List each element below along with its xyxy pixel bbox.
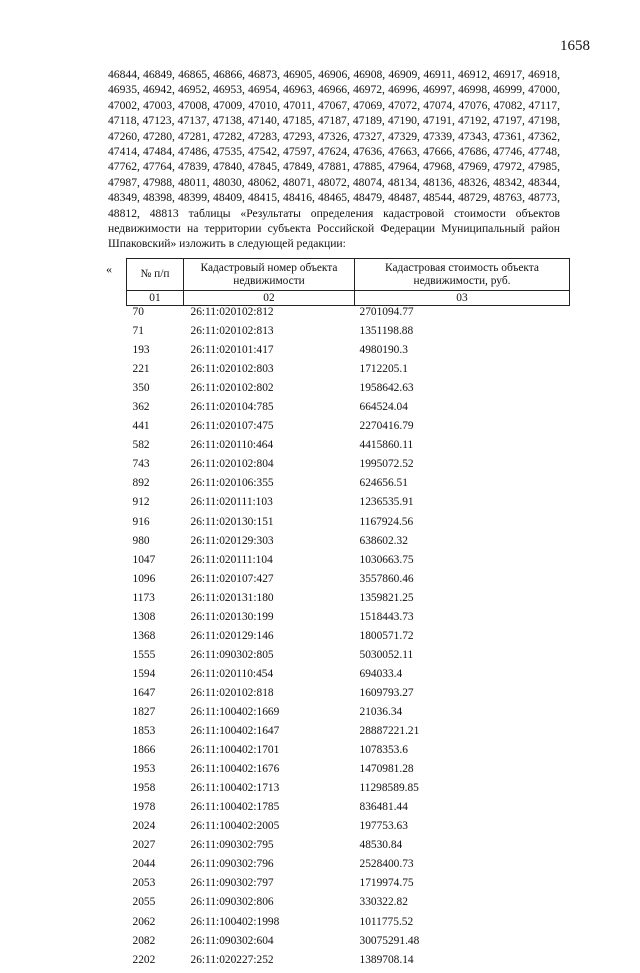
- table-row: [127, 954, 570, 973]
- cadastral-number: 26:11:090302:806: [190, 896, 274, 909]
- table-row: [127, 877, 570, 896]
- row-number: 582: [132, 439, 150, 452]
- table-header-row: [127, 259, 570, 291]
- table-row: [127, 896, 570, 915]
- cadastral-number: 26:11:020102:812: [190, 306, 274, 318]
- cadastral-number: 26:11:020107:475: [190, 420, 274, 433]
- table-row: [127, 611, 570, 630]
- row-number: 1555: [132, 648, 156, 661]
- cadastral-number: 26:11:090302:604: [190, 934, 274, 947]
- row-number: 1827: [132, 705, 156, 718]
- cadastral-number: 26:11:100402:2005: [190, 820, 280, 833]
- cadastral-value: 836481.44: [359, 801, 408, 814]
- table-row: [127, 458, 570, 477]
- table-row: [127, 496, 570, 515]
- row-number: 1594: [132, 667, 156, 680]
- cadastral-number: 26:11:090302:796: [190, 858, 274, 871]
- row-number: 1308: [132, 610, 156, 623]
- cadastral-value: 1078353.6: [359, 744, 408, 757]
- cadastral-number: 26:11:090302:797: [190, 877, 274, 890]
- table-row: [127, 744, 570, 763]
- header-cadastral-number: Кадастровый номер объекта недвижимости: [184, 259, 355, 291]
- cadastral-value: 1719974.75: [359, 877, 414, 890]
- row-number: 1853: [132, 725, 156, 738]
- cadastral-number: 26:11:090302:795: [190, 839, 274, 852]
- table-row: [127, 325, 570, 344]
- table-row: [127, 420, 570, 439]
- cadastral-number: 26:11:020102:803: [190, 363, 274, 376]
- cadastral-value-table: [126, 258, 570, 973]
- cadastral-number: 26:11:090302:805: [190, 648, 274, 661]
- cadastral-number: 26:11:020104:785: [190, 401, 274, 414]
- cadastral-value: 1351198.88: [359, 325, 414, 338]
- cadastral-number: 26:11:020102:813: [190, 325, 274, 338]
- cadastral-value: 1011775.52: [359, 915, 414, 928]
- cadastral-value: 21036.34: [359, 705, 403, 718]
- row-number: 2062: [132, 915, 156, 928]
- row-number: 362: [132, 401, 150, 414]
- table-row: [127, 630, 570, 649]
- cadastral-value: 1800571.72: [359, 629, 414, 642]
- cadastral-number: 26:11:100402:1647: [190, 725, 280, 738]
- table-index-row: [127, 291, 570, 306]
- cadastral-number: 26:11:020110:464: [190, 439, 274, 452]
- row-number: 2044: [132, 858, 156, 871]
- row-number: 916: [132, 515, 150, 528]
- cadastral-value: 1609793.27: [359, 686, 414, 699]
- cadastral-value: 694033.4: [359, 667, 403, 680]
- cadastral-value: 5030052.11: [359, 648, 414, 661]
- table-row: [127, 439, 570, 458]
- table-row: [127, 649, 570, 668]
- cadastral-number: 26:11:020130:151: [190, 515, 274, 528]
- table-row: [127, 782, 570, 801]
- table-row: [127, 763, 570, 782]
- table-row: [127, 382, 570, 401]
- table-row: [127, 725, 570, 744]
- cadastral-number: 26:11:100402:1785: [190, 801, 280, 814]
- row-number: 1047: [132, 553, 156, 566]
- table-row: [127, 535, 570, 554]
- row-number: 350: [132, 382, 150, 395]
- cadastral-value: 664524.04: [359, 401, 408, 414]
- opening-quote-mark: «: [106, 262, 112, 276]
- cadastral-number: 26:11:020101:417: [190, 344, 274, 357]
- cadastral-value: 2701094.77: [359, 306, 414, 318]
- table-row: [127, 477, 570, 496]
- row-number: 1368: [132, 629, 156, 642]
- index-col-3: 03: [355, 291, 570, 306]
- cadastral-value: 28887221.21: [359, 725, 420, 738]
- cadastral-value: 1167924.56: [359, 515, 414, 528]
- row-number: 193: [132, 344, 150, 357]
- row-number: 1953: [132, 763, 156, 776]
- row-number: 912: [132, 496, 150, 509]
- table-body: [127, 306, 570, 973]
- cadastral-value: 1470981.28: [359, 763, 414, 776]
- cadastral-number: 26:11:100402:1998: [190, 915, 280, 928]
- table-row: [127, 344, 570, 363]
- cadastral-value: 30075291.48: [359, 934, 420, 947]
- table-row: [127, 363, 570, 382]
- cadastral-number: 26:11:100402:1676: [190, 763, 280, 776]
- table-row: [127, 820, 570, 839]
- table-row: [127, 687, 570, 706]
- table-row: [127, 306, 570, 326]
- cadastral-number: 26:11:020102:802: [190, 382, 274, 395]
- cadastral-number: 26:11:020107:427: [190, 572, 274, 585]
- cadastral-number: 26:11:100402:1669: [190, 705, 280, 718]
- cadastral-number: 26:11:020111:104: [190, 553, 273, 566]
- row-number: 70: [132, 306, 144, 318]
- row-number: 1173: [132, 591, 155, 604]
- cadastral-number: 26:11:020106:355: [190, 477, 274, 490]
- cadastral-value: 1359821.25: [359, 591, 414, 604]
- cadastral-number: 26:11:020102:818: [190, 686, 274, 699]
- row-number: 2024: [132, 820, 156, 833]
- index-col-1: 01: [127, 291, 184, 306]
- row-number: 980: [132, 534, 150, 547]
- table-row: [127, 668, 570, 687]
- cadastral-value: 11298589.85: [359, 782, 419, 795]
- cadastral-number: 26:11:020111:103: [190, 496, 273, 509]
- header-cadastral-value: Кадастровая стоимость объекта недвижимости, руб.: [355, 259, 570, 291]
- row-number: 2053: [132, 877, 156, 890]
- cadastral-number: 26:11:020129:303: [190, 534, 274, 547]
- cadastral-number: 26:11:020130:199: [190, 610, 274, 623]
- row-number: 1978: [132, 801, 156, 814]
- row-number: 2202: [132, 953, 156, 966]
- row-number: 1866: [132, 744, 156, 757]
- table-row: [127, 839, 570, 858]
- cadastral-value: 638602.32: [359, 534, 408, 547]
- cadastral-value: 3557860.46: [359, 572, 414, 585]
- table-row: [127, 801, 570, 820]
- row-number: 743: [132, 458, 150, 471]
- row-number: 1647: [132, 686, 156, 699]
- row-number: 2027: [132, 839, 156, 852]
- page-number: 1658: [560, 38, 590, 54]
- cadastral-number: 26:11:100402:1713: [190, 782, 280, 795]
- cadastral-value: 2528400.73: [359, 858, 414, 871]
- cadastral-value: 48530.84: [359, 839, 403, 852]
- cadastral-number: 26:11:020131:180: [190, 591, 274, 604]
- cadastral-number: 26:11:020110:454: [190, 667, 274, 680]
- intro-paragraph: 46844, 46849, 46865, 46866, 46873, 46905, 46906, 46908, 46909, 46911, 46912, 46917, 46918, 46935, 46942, 46952, 46953, 46954, 46963, 46966, 46972, 46996, 46997, 46998, 46999, 47000, 47002, 47003, 47008, 47009, 47010, 47011, 47067, 47069, 47072, 47074, 47076, 47082, 47117, 47118, 47123, 47137, 47138, 47140, 47185, 47187, 47189, 47190, 47191, 47192, 47197, 47198, 47260, 47280, 47281, 47282, 47283, 47293, 47326, 47327, 47329, 47339, 47343, 47361, 47362, 47414, 47484, 47486, 47535, 47542, 47597, 47624, 47636, 47663, 47666, 47686, 47746, 47748, 47762, 47764, 47839, 47840, 47845, 47849, 47881, 47885, 47964, 47968, 47969, 47972, 47985, 47987, 47988, 48011, 48030, 48062, 48071, 48072, 48074, 48134, 48136, 48326, 48342, 48344, 48349, 48398, 48399, 48409, 48415, 48416, 48465, 48479, 48487, 48544, 48729, 48763, 48773, 48812, 48813 таблицы «Результаты определения кадастровой стоимости объектов недвижимости на территории субъекта Российской Федерации Муниципальный район Шпаковский» изложить в следующей редакции:: [108, 68, 560, 251]
- row-number: 892: [132, 477, 150, 490]
- cadastral-value: 624656.51: [359, 477, 408, 490]
- table-row: [127, 935, 570, 954]
- cadastral-number: 26:11:100402:1701: [190, 744, 280, 757]
- table-row: [127, 516, 570, 535]
- index-col-2: 02: [184, 291, 355, 306]
- table-row: [127, 573, 570, 592]
- cadastral-value: 4980190.3: [359, 344, 408, 357]
- table-row: [127, 401, 570, 420]
- row-number: 1096: [132, 572, 156, 585]
- row-number: 1958: [132, 782, 156, 795]
- cadastral-value: 1995072.52: [359, 458, 414, 471]
- table-row: [127, 554, 570, 573]
- row-number: 2082: [132, 934, 156, 947]
- cadastral-value: 197753.63: [359, 820, 408, 833]
- cadastral-value: 2270416.79: [359, 420, 414, 433]
- cadastral-number: 26:11:020102:804: [190, 458, 274, 471]
- cadastral-value: 1030663.75: [359, 553, 414, 566]
- cadastral-value: 1236535.91: [359, 496, 414, 509]
- cadastral-value: 1389708.14: [359, 953, 414, 966]
- row-number: 221: [132, 363, 150, 376]
- table-row: [127, 592, 570, 611]
- cadastral-number: 26:11:020227:252: [190, 953, 274, 966]
- header-row-number: № п/п: [127, 259, 184, 291]
- cadastral-value: 1712205.1: [359, 363, 408, 376]
- cadastral-number: 26:11:020129:146: [190, 629, 274, 642]
- table-row: [127, 916, 570, 935]
- table-row: [127, 858, 570, 877]
- row-number: 2055: [132, 896, 156, 909]
- row-number: 441: [132, 420, 150, 433]
- cadastral-value: 330322.82: [359, 896, 408, 909]
- cadastral-value: 1958642.63: [359, 382, 414, 395]
- cadastral-value: 1518443.73: [359, 610, 414, 623]
- table-row: [127, 706, 570, 725]
- row-number: 71: [132, 325, 144, 338]
- cadastral-value: 4415860.11: [359, 439, 414, 452]
